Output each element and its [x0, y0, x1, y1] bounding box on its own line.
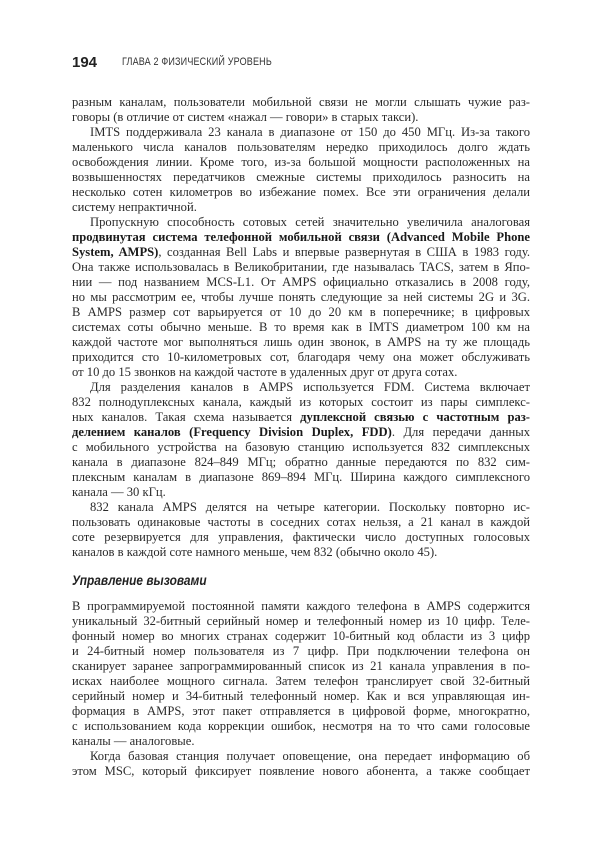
- text-line: [72, 215, 530, 230]
- text-run: но мы рассмотрим ее, чтобы лучше понять следующие за ней системы 2G и 3G.: [72, 290, 530, 304]
- text-run: от 10 до 15 звонков на каждой частоте в удаленных друг от друга сотах.: [72, 365, 458, 379]
- paragraph: [72, 125, 530, 215]
- paragraph: [72, 215, 530, 380]
- text-line: [72, 689, 530, 704]
- text-line: [72, 335, 530, 350]
- text-run: систему непрактичной.: [72, 200, 197, 214]
- text-line: [72, 410, 530, 425]
- text-line: [72, 350, 530, 365]
- text-line: [72, 674, 530, 689]
- text-line: [72, 749, 530, 764]
- text-line: [72, 500, 530, 515]
- paragraph: [72, 380, 530, 500]
- text-run: В программируемой постоянной памяти каждого телефона в AMPS содержится: [72, 599, 530, 613]
- text-run: маленького числа каналов пользователям нередко приходилось долго ждать: [72, 140, 530, 154]
- text-run: исках наиболее мощного сигнала. Затем телефон транслирует свой 32-битный: [72, 674, 530, 688]
- text-line: [72, 125, 530, 140]
- text-run: фонный номер во многих странах содержит 10-битный код области из 3 цифр: [72, 629, 530, 643]
- text-run: каналы — аналоговые.: [72, 734, 195, 748]
- text-run: Пропускную способность сотовых сетей значительно увеличила аналоговая: [90, 215, 530, 229]
- text-run: нии — под названием MCS-L1. От AMPS официально отказались в 2008 году,: [72, 275, 530, 289]
- text-line: [72, 200, 530, 215]
- text-run: разным каналам, пользователи мобильной связи не могли слышать чужие раз-: [72, 95, 530, 109]
- text-line: [72, 275, 530, 290]
- text-line: [72, 245, 530, 260]
- text-line: [72, 155, 530, 170]
- text-run: пользовать одинаковые частоты в соседних сотах нельзя, а 21 канал в каждой: [72, 515, 530, 529]
- text-run: плексным каналам в диапазоне 869–894 МГц. Ширина каждого симплексного: [72, 470, 530, 484]
- text-line: [72, 395, 530, 410]
- text-run: сканирует заранее запрограммированный список из 21 канала управления в по-: [72, 659, 530, 673]
- section-heading: Управление вызовами: [72, 572, 207, 588]
- text-run: серийный номер и 34-битный телефонный номер. Как и вся управляющая ин-: [72, 689, 530, 703]
- running-header: [72, 54, 272, 72]
- paragraph: [72, 749, 530, 779]
- chapter-title: ГЛАВА 2 ФИЗИЧЕСКИЙ УРОВЕНЬ: [122, 56, 272, 68]
- text-line: [72, 425, 530, 440]
- text-run: канала в диапазоне 824–849 МГц; обратно данные передаются по 832 сим-: [72, 455, 530, 469]
- text-line: [72, 599, 530, 614]
- text-run: приходится сто 10-километровых сот, благодаря чему она может обслуживать: [72, 350, 530, 364]
- text-line: [72, 734, 530, 749]
- text-run: возвышенностях передатчиков смежные системы приходилось разносить на: [72, 170, 530, 184]
- text-run: Она также использовалась в Великобритании, где называлась TACS, затем в Япо-: [72, 260, 530, 274]
- text-run: и 24-битный номер пользователя из 7 цифр. При подключении телефона он: [72, 644, 530, 658]
- text-run: 832 канала AMPS делятся на четыре категории. Поскольку повторно ис-: [90, 500, 530, 514]
- text-line: [72, 644, 530, 659]
- bold-term: System, AMPS): [72, 245, 159, 259]
- text-line: [72, 230, 530, 245]
- text-line: [72, 380, 530, 395]
- text-line: [72, 365, 530, 380]
- text-run: системах соты обычно меньше. В то время как в IMTS диаметром 100 км на: [72, 320, 530, 334]
- bold-term: продвинутая система телефонной мобильной связи (Advanced Mobile Phone: [72, 230, 530, 244]
- text-line: [72, 440, 530, 455]
- text-line: [72, 305, 530, 320]
- text-line: [72, 764, 530, 779]
- text-run: с использованием кода коррекции ошибок, несмотря на то что сами голосовые: [72, 719, 530, 733]
- text-line: [72, 260, 530, 275]
- text-line: [72, 614, 530, 629]
- body-text-section-2: [72, 599, 530, 779]
- text-run: каналов в каждой соте намного меньше, чем 832 (обычно около 45).: [72, 545, 438, 559]
- text-line: [72, 470, 530, 485]
- text-line: [72, 185, 530, 200]
- text-line: [72, 704, 530, 719]
- text-run: канала — 30 кГц.: [72, 485, 166, 499]
- text-line: [72, 455, 530, 470]
- text-run: несколько сотен километров во избежание помех. Все эти ограничения делали: [72, 185, 530, 199]
- text-run: IMTS поддерживала 23 канала в диапазоне от 150 до 450 МГц. Из-за такого: [90, 125, 530, 139]
- text-run: уникальный 32-битный серийный номер и телефонный номер из 10 цифр. Теле-: [72, 614, 530, 628]
- page-number: 194: [72, 54, 98, 71]
- text-run: формация в AMPS, этот пакет отправляется в цифровой форме, многократно,: [72, 704, 530, 718]
- text-line: [72, 290, 530, 305]
- text-run: ных каналов. Такая схема называется: [72, 410, 301, 424]
- text-run: , созданная Bell Labs и впервые развернутая в США в 1983 году.: [158, 245, 531, 259]
- text-run: 832 полнодуплексных канала, каждый из которых состоит из пары симплекс-: [72, 395, 530, 409]
- text-line: [72, 530, 530, 545]
- text-line: [72, 545, 530, 560]
- paragraph: [72, 95, 530, 125]
- bold-term: дуплексной связью с частотным раз-: [300, 410, 530, 424]
- text-line: [72, 515, 530, 530]
- text-line: [72, 485, 530, 500]
- text-run: соте резервируется для управления, фактически число доступных голосовых: [72, 530, 530, 544]
- text-run: Когда базовая станция получает оповещение, она передает информацию об: [90, 749, 530, 763]
- paragraph: [72, 500, 530, 560]
- text-line: [72, 95, 530, 110]
- text-line: [72, 629, 530, 644]
- text-line: [72, 320, 530, 335]
- text-line: [72, 659, 530, 674]
- text-line: [72, 140, 530, 155]
- text-run: говоры (в отличие от систем «нажал — говори» в старых такси).: [72, 110, 419, 124]
- text-run: . Для передачи данных: [391, 425, 530, 439]
- paragraph: [72, 599, 530, 749]
- bold-term: делением каналов (Frequency Division Duplex, FDD): [72, 425, 392, 439]
- text-line: [72, 719, 530, 734]
- text-run: освобождения линии. Кроме того, из-за большой мощности расположенных на: [72, 155, 530, 169]
- body-text-section-1: [72, 95, 530, 560]
- text-line: [72, 110, 530, 125]
- text-run: этом MSC, который фиксирует появление нового абонента, а также сообщает: [72, 764, 530, 778]
- text-run: с мобильного устройства на базовую станцию используется 832 симплексных: [72, 440, 530, 454]
- text-run: В AMPS размер сот варьируется от 10 до 20 км в поперечнике; в цифровых: [72, 305, 530, 319]
- text-run: каждой частоте мог выполняться лишь один звонок, в AMPS на ту же площадь: [72, 335, 530, 349]
- text-line: [72, 170, 530, 185]
- text-run: Для разделения каналов в AMPS используется FDM. Система включает: [90, 380, 530, 394]
